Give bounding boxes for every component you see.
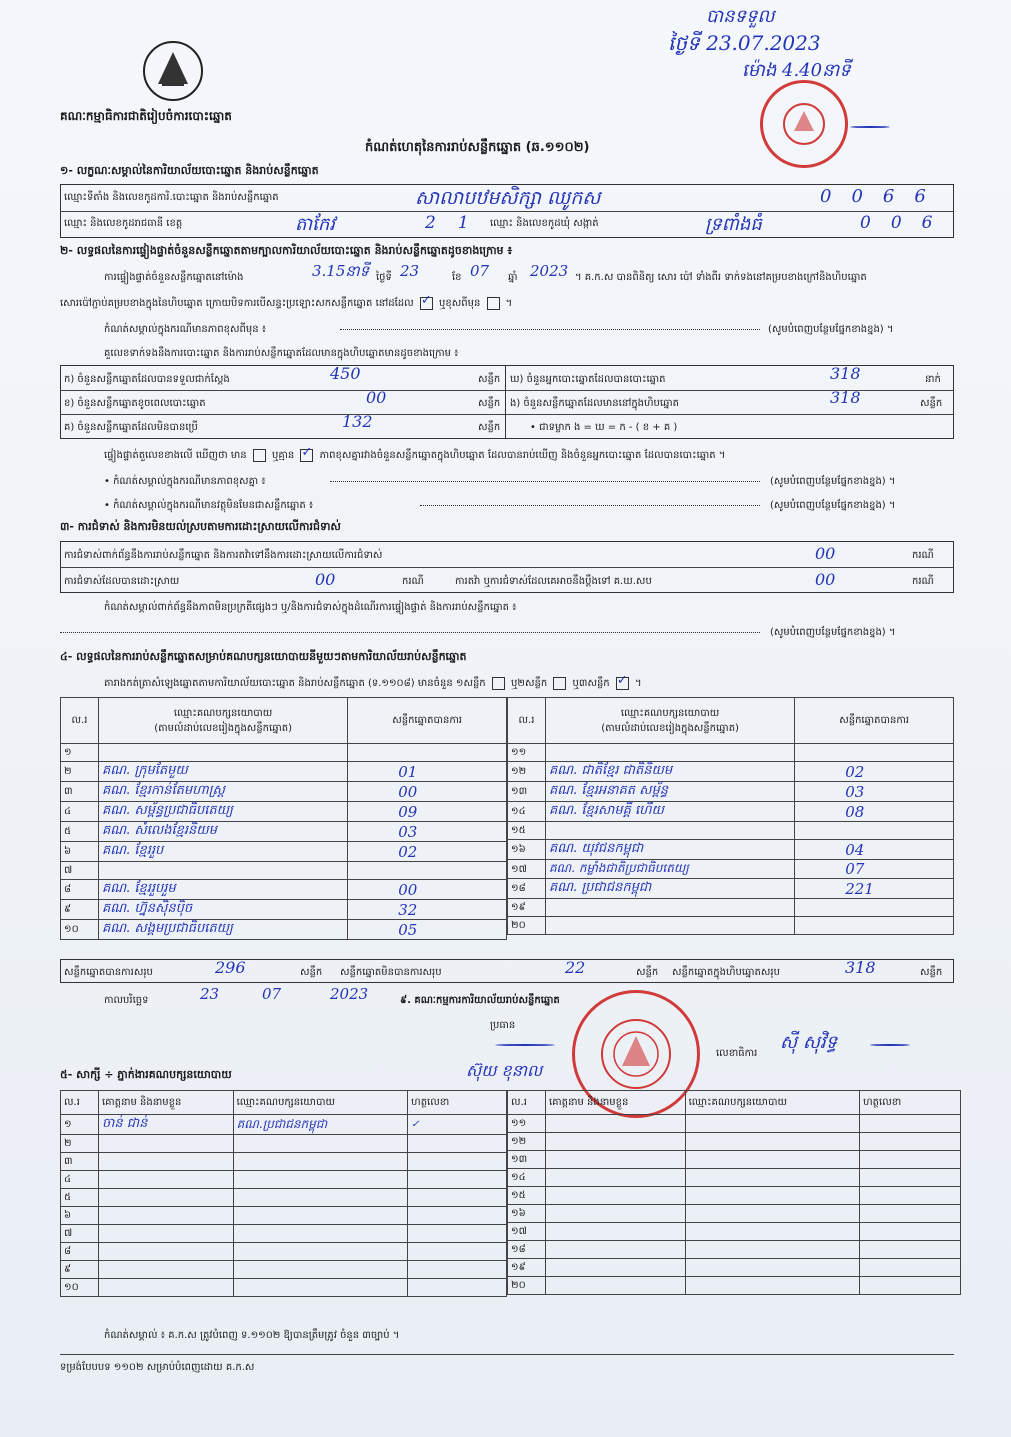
received-time: ម៉ោង 4.40នាទី	[742, 60, 851, 81]
irregular-line[interactable]	[60, 632, 760, 633]
verify-year: 2023	[530, 262, 569, 280]
done-day: 23	[200, 985, 220, 1003]
divider	[505, 365, 506, 439]
table-row: ៣	[61, 1153, 507, 1171]
table-row: ៦ គណ. ខ្មែររួប 02	[61, 842, 507, 862]
committee-label: ៩. គណៈកម្មការការិយាល័យរាប់សន្លឹកឆ្នោត	[400, 995, 560, 1006]
section2-heading: ២- លទ្ធផលនៃការផ្ទៀងផ្ទាត់ចំនួនសន្លឹកឆ្នោតតាមក្បាលការិយាល័យបោះឆ្នោត និងរាប់សន្លឹកឆ្នោតដូចខាងក្រោម ៖	[60, 244, 513, 257]
diff-note-label: កំណត់សម្គាល់ក្នុងករណីមានភាពខុសពីមុន ៖	[104, 324, 267, 335]
unit: សន្លឹក	[636, 967, 659, 978]
valid-total-label: សន្លឹកឆ្នោតបានការសរុប	[64, 967, 153, 978]
section5-heading: ៥- សាក្សី ÷ ភ្នាក់ងារគណបក្សនយោបាយ	[60, 1068, 232, 1081]
diff-note-line[interactable]	[340, 329, 760, 330]
verify-tail: ។ គ.ក.ស បានពិនិត្យ សោរ ប៉ៅ ទាំងពីរ ទាក់ទងនៅគម្របខាងក្រៅនិងហិបឆ្នោត	[575, 272, 867, 283]
verify-day: 23	[400, 262, 420, 280]
done-month: 07	[262, 985, 282, 1003]
results-table-left	[60, 697, 507, 940]
box-ballots-value: 318	[830, 388, 861, 407]
unit: ករណី	[912, 576, 934, 587]
site-label: ឈ្មោះទីតាំង និងលេខកូដការិ.បោះឆ្នោត និងរាប់សន្លឹកឆ្នោត	[64, 192, 279, 203]
table-row: ៤	[61, 1171, 507, 1189]
secretary-label: លេខាធិការ	[716, 1048, 758, 1059]
site-code: 0066	[820, 186, 946, 207]
col-header: ល.រ	[61, 698, 99, 744]
table-row: ១២	[508, 1133, 961, 1151]
table-row: ១៣ គណ. ខ្មែរអនាគត សម្ព័ន្ធ 03	[508, 782, 954, 802]
unit: ករណី	[912, 550, 934, 561]
unit: សន្លឹក	[920, 967, 943, 978]
table-row: ១៩	[508, 1259, 961, 1277]
table-row: ១ ចាន់ ជាន់ គណ.ប្រជាជនកម្ពុជា ✓	[61, 1115, 507, 1135]
witness-table-right: ល.រ គោត្តនាម និងនាមខ្លួន ឈ្មោះគណបក្សនយោបាយ ហត្ថលេខា ១១ ១២ ១៣ ១៤ ១៥ ១៦ ១៧ ១៨ ១៩ ២០	[507, 1090, 961, 1295]
changed-checkbox[interactable]	[487, 297, 500, 310]
table-row: ១៦	[508, 1205, 961, 1223]
sheets-3-checkbox[interactable]	[616, 677, 629, 690]
table-row: ១០ គណ. សង្គមប្រជាធិបតេយ្យ 05	[61, 920, 507, 940]
copies-note: កំណត់សម្គាល់ ៖ គ.ក.ស ត្រូវបំពេញ ទ.១១០២ ឱ្យបានត្រឹមត្រូវ ចំនួន ៣ច្បាប់ ។	[104, 1330, 400, 1341]
irregular-note: កំណត់សម្គាល់ពាក់ព័ន្ធនឹងភាពមិនប្រក្រតីផ្សេងៗ ឬ/និងការជំទាស់ក្នុងដំណើរការផ្ទៀងផ្ទាត់ និងការរាប់សន្លឹកឆ្នោត ៖	[104, 602, 517, 613]
site-value: សាលាបឋមសិក្សា ឈូកស	[415, 187, 601, 209]
sheets-2-checkbox[interactable]	[553, 677, 566, 690]
diff-no-checkbox[interactable]	[300, 449, 313, 462]
unit: សន្លឹក	[478, 422, 501, 433]
foreign-bullet: • កំណត់សម្គាល់ក្នុងករណីមានវត្ថុមិនមែនជាសន្លឹកឆ្នោត ៖	[104, 500, 314, 511]
table-row: ១៩	[508, 899, 954, 917]
commune-value: ទ្រពាំងធំ	[705, 214, 762, 235]
box-ballots-label: ង) ចំនួនសន្លឹកឆ្នោតដែលមាននៅក្នុងហិបឆ្នោត	[510, 398, 679, 409]
diff-line[interactable]	[330, 481, 760, 482]
seal-line: សោរប៉ៅភ្ជាប់គម្របខាងក្នុងនៃហិបឆ្នោត ក្រោយបិទការបើសន្ទះប្រឡោះសកសន្លឹកឆ្នោត នៅដដែល ✓ ឬខុសពីមុន ។	[60, 296, 512, 311]
verify-time: 3.15នាទី	[312, 262, 370, 280]
month-label: ខែ	[452, 272, 462, 283]
spoiled-ballots-value: 00	[366, 388, 387, 407]
hint: (សូមបំពេញបន្ថែមផ្នែកខាងខ្នង) ។	[770, 476, 896, 487]
committee-name: គណៈកម្មាធិការជាតិរៀបចំការបោះឆ្នោត	[60, 109, 232, 123]
results-table-right	[507, 697, 954, 935]
table-row: ៥ គណ. សំលេងខ្មែរនិយម 03	[61, 822, 507, 842]
province-value: តាកែវ	[295, 214, 335, 235]
table-row: ៣ គណ. ខ្មែរកាន់តែមហាស្រ្ត 00	[61, 782, 507, 802]
table-row: ១៤ គណ. ខ្មែរសាមគ្គី ហើយ 08	[508, 802, 954, 822]
secretary-signature	[870, 1044, 910, 1046]
divider	[60, 567, 954, 568]
table-row: ១៧	[508, 1223, 961, 1241]
box-total-value: 318	[845, 958, 876, 977]
tally-sheets-line: តារាងកត់ត្រាសំឡេងឆ្នោតតាមការិយាល័យបោះឆ្នោត និងរាប់សន្លឹកឆ្នោត (ទ.១១០៨) មានចំនួន ១សន្លឹក ឬ២សន្លឹក ឬ៣សន្លឹក ✓ ។	[104, 676, 642, 691]
table-row: ៦	[61, 1207, 507, 1225]
received-ballots-value: 450	[330, 364, 361, 383]
hint: (សូមបំពេញបន្ថែមផ្នែកខាងខ្នង) ។	[770, 627, 896, 638]
section1-heading: ១- លក្ខណៈសម្គាល់នៃការិយាល័យបោះឆ្នោត និងរាប់សន្លឹកឆ្នោត	[60, 164, 319, 177]
seal-icon	[596, 1014, 676, 1094]
province-code: 21	[425, 213, 491, 233]
verify-label: ការផ្ទៀងផ្ទាត់ចំនួនសន្លឹកឆ្នោតនៅម៉ោង	[104, 272, 244, 283]
section4-heading: ៤- លទ្ធផលនៃការរាប់សន្លឹកឆ្នោតសម្រាប់គណបក្សនយោបាយនីមួយៗតាមការិយាល័យរាប់សន្លឹកឆ្នោត	[60, 650, 467, 663]
table-row: ១៨	[508, 1241, 961, 1259]
verify-month: 07	[470, 262, 490, 280]
foreign-line[interactable]	[420, 505, 760, 506]
diff-yes-checkbox[interactable]	[253, 449, 266, 462]
day-label: ថ្ងៃទី	[376, 272, 392, 283]
commune-label: ឈ្មោះ និងលេខកូដឃុំ សង្កាត់	[490, 218, 599, 229]
table-row: ៩ គណ. ហ្វ៊ុនស៊ិនប៉ិច 32	[61, 900, 507, 920]
table-row: ២០	[508, 1277, 961, 1295]
received-note: បានទទួល	[706, 6, 775, 27]
unit: នាក់	[925, 374, 941, 385]
voters-value: 318	[830, 364, 861, 383]
resolved-label: ការជំទាស់ដែលបានដោះស្រាយ	[64, 576, 180, 587]
table-row: ៥	[61, 1189, 507, 1207]
nec-emblem-icon	[140, 40, 206, 106]
diff-check-line: ផ្ទៀងផ្ទាត់តួលេខខាងលើ ឃើញថា មាន ឬគ្មាន ✓ ភាពខុសគ្នារវាងចំនួនសន្លឹកឆ្នោតក្នុងហិបឆ្នោត ដែលបានរាប់ឃើញ និងចំនួនអ្នកបោះឆ្នោត ដែលបានបោះឆ្នោត ។	[104, 448, 725, 463]
invalid-total-label: សន្លឹកឆ្នោតមិនបានការសរុប	[340, 967, 442, 978]
secretary-name: សុី សុវិទ្ធ	[780, 1032, 838, 1053]
col-header: សន្លឹកឆ្នោតបានការ	[348, 698, 507, 744]
table-row: ១១	[508, 1115, 961, 1133]
totals-row	[60, 959, 954, 983]
hint: (សូមបំពេញបន្ថែមផ្នែកខាងខ្នង) ។	[770, 500, 896, 511]
table-row: ១៥	[508, 1187, 961, 1205]
figures-intro: គួលេខទាក់ទងនឹងការបោះឆ្នោត និងការរាប់សន្លឹកឆ្នោតដែលមានក្នុងហិបឆ្នោតមានដូចខាងក្រោម ៖	[104, 348, 459, 359]
divider	[60, 1354, 954, 1355]
witness-table-left: ល.រ គោត្តនាម និងនាមខ្លួន ឈ្មោះគណបក្សនយោបាយ ហត្ថលេខា ១ ចាន់ ជាន់ គណ.ប្រជាជនកម្ពុជា ✓ ២ ៣ ៤ ៥ ៦ ៧ ៨ ៩ ១០	[60, 1090, 507, 1297]
form-footer: ទម្រង់បែបបទ ១១០២ សម្រាប់បំពេញដោយ គ.ក.ស	[60, 1362, 255, 1373]
chair-name: ស៊ុយ ខុនាល	[466, 1061, 543, 1080]
received-date: ថ្ងៃទី 23.07.2023	[668, 31, 821, 55]
table-row: ២ គណ. ក្រុមតែមួយ 01	[61, 762, 507, 782]
table-row: ១០	[61, 1279, 507, 1297]
diff-note-hint: (សូមបំពេញបន្ថែមផ្នែកខាងខ្នង) ។	[768, 324, 894, 335]
page-title: កំណត់ហេតុនៃការរាប់សន្លឹកឆ្នោត (ឆ.១១០២)	[365, 140, 590, 155]
table-row: ១៦ គណ. យុវជនកម្ពុជា 04	[508, 840, 954, 860]
unit: សន្លឹក	[920, 398, 943, 409]
table-row: ១៨ គណ. ប្រជាជនកម្ពុជា 221	[508, 879, 954, 899]
col-header: ឈ្មោះគណបក្សនយោបាយ (តាមលំដាប់លេខរៀងក្នុងសន្លឹកឆ្នោត)	[98, 698, 347, 744]
unit: សន្លឹក	[300, 967, 323, 978]
commune-stamp	[760, 80, 848, 168]
col-header: ល.រ	[508, 698, 546, 744]
diff-bullet: • កំណត់សម្គាល់ក្នុងករណីមានភាពខុសគ្នា ៖	[104, 476, 266, 487]
unused-ballots-label: គ) ចំនួនសន្លឹកឆ្នោតដែលមិនបានប្រើ	[64, 422, 198, 433]
unit: សន្លឹក	[478, 374, 501, 385]
chair-role: ប្រធាន	[490, 1020, 516, 1031]
table-row: ១៤	[508, 1169, 961, 1187]
unit: សន្លឹក	[478, 398, 501, 409]
commune-code: 006	[860, 213, 953, 233]
received-ballots-label: ក) ចំនួនសន្លឹកឆ្នោតដែលបានទទួលជាក់ស្តែង	[64, 374, 230, 385]
appeal-value: 00	[815, 570, 836, 589]
table-row: ២	[61, 1135, 507, 1153]
voters-label: ឃ) ចំនួនអ្នកបោះឆ្នោតដែលបានបោះឆ្នោត	[510, 374, 666, 385]
formula: • ជាទម្លាក ង = ឃ = ក - ( ខ + គ )	[530, 422, 678, 433]
col-header: សន្លឹកឆ្នោតបានការ	[795, 698, 954, 744]
seal-icon	[779, 99, 829, 149]
unused-ballots-value: 132	[342, 412, 373, 431]
table-row: ៨	[61, 1243, 507, 1261]
table-row: ៨ គណ. ខ្មែររួបរួម 00	[61, 880, 507, 900]
resolved-value: 00	[315, 570, 336, 589]
table-row: ៧	[61, 862, 507, 880]
table-row: ១៥	[508, 822, 954, 840]
divider	[60, 390, 954, 391]
chair-signature	[495, 1044, 555, 1046]
table-row: ២០	[508, 917, 954, 935]
appeal-label: ការតវ៉ា ឬការជំទាស់ដែលគេអាចនឹងប្ដឹងទៅ គ.ឃ.សប	[455, 576, 652, 587]
invalid-total-value: 22	[565, 958, 586, 977]
table-row: ៤ គណ. សម្ព័ន្ធប្រជាធិបតេយ្យ 09	[61, 802, 507, 822]
table-row: ១	[61, 744, 507, 762]
year-label: ឆ្នាំ	[508, 272, 518, 283]
table-row: ១២ គណ. ជាតិខ្មែរ ជាតិនិយម 02	[508, 762, 954, 782]
col-header: ឈ្មោះគណបក្សនយោបាយ (តាមលំដាប់លេខរៀងក្នុងសន្លឹកឆ្នោត)	[545, 698, 794, 744]
sheets-1-checkbox[interactable]	[492, 677, 505, 690]
valid-total-value: 296	[215, 958, 246, 977]
section3-heading: ៣- ការជំទាស់ និងការមិនយល់ស្របតាមការដោះស្រាយលើការជំទាស់	[60, 520, 341, 533]
table-row: ៩	[61, 1261, 507, 1279]
done-year: 2023	[330, 985, 369, 1003]
box-total-label: សន្លឹកឆ្នោតក្នុងហិបឆ្នោតសរុប	[672, 967, 780, 978]
done-date-label: កាលបរិច្ឆេទ	[104, 995, 149, 1006]
table-row: ៧	[61, 1225, 507, 1243]
table-row: ១៧ គណ. កម្លាំងជាតិប្រជាធិបតេយ្យ 07	[508, 860, 954, 879]
province-label: ឈ្មោះ និងលេខកូដរាជធានី ខេត្ត	[64, 218, 183, 229]
objection-label: ការជំទាស់ពាក់ព័ន្ធនឹងការរាប់សន្លឹកឆ្នោត និងការតវ៉ាទៅនឹងការដោះស្រាយលើការជំទាស់	[64, 550, 383, 561]
header-signature	[850, 126, 890, 128]
unit: ករណី	[402, 576, 424, 587]
table-row: ១១	[508, 744, 954, 762]
unchanged-checkbox[interactable]	[420, 297, 433, 310]
table-row: ១៣	[508, 1151, 961, 1169]
divider	[60, 414, 954, 415]
spoiled-ballots-label: ខ) ចំនួនសន្លឹកឆ្នោតខូចពេលបោះឆ្នោត	[64, 398, 206, 409]
objection-value: 00	[815, 544, 836, 563]
